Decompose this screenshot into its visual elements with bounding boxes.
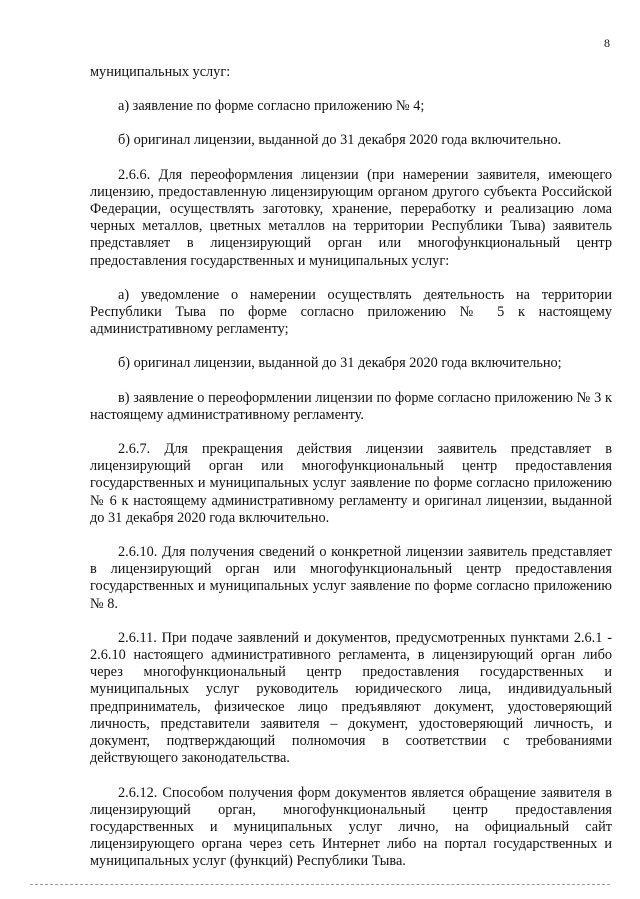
- page-bottom-divider: [30, 884, 610, 885]
- page-number: 8: [604, 36, 610, 50]
- paragraph-2-6-12: 2.6.12. Способом получения форм документов является обращение заявителя в лицензирующий орган, многофункциональный центр предоставления государственных и муниципальных услуг лично, на официальный сайт лицензирующего органа через сеть Интернет либо на портал государственных и муниципальных услуг (функций) Республики Тыва.: [90, 784, 612, 870]
- paragraph-item-a-notification: а) уведомление о намерении осуществлять деятельность на территории Республики Тыва по форме согласно приложению № 5 к настоящему административному регламенту;: [90, 286, 612, 338]
- paragraph-2-6-10: 2.6.10. Для получения сведений о конкретной лицензии заявитель представляет в лицензирующий орган или многофункциональный центр предоставления государственных и муниципальных услуг заявление по форме согласно приложению № 8.: [90, 544, 612, 612]
- paragraph-item-b-license-original-2: б) оригинал лицензии, выданной до 31 декабря 2020 года включительно;: [118, 355, 562, 372]
- paragraph-2-6-11: 2.6.11. При подаче заявлений и документов, предусмотренных пунктами 2.6.1 - 2.6.10 настоящего административного регламента, в лицензирующий орган либо через многофункциональный центр предоставления государственных и муниципальных услуг руководитель юридического лица, индивидуальный предприниматель, физическое лицо предъявляют документ, удостоверяющий личность, представители заявителя – документ, удостоверяющий личность, и документ, подтверждающий полномочия в соответствии с требованиями действующего законодательства.: [90, 629, 612, 767]
- paragraph-2-6-7: 2.6.7. Для прекращения действия лицензии заявитель представляет в лицензирующий орган или многофункциональный центр предоставления государственных и муниципальных услуг заявление по форме согласно приложению № 6 к настоящему административному регламенту и оригинал лицензии, выданной до 31 декабря 2020 года включительно.: [90, 441, 612, 526]
- paragraph-continuation: муниципальных услуг:: [90, 64, 231, 80]
- paragraph-item-c-reissue-application: в) заявление о переоформлении лицензии по форме согласно приложению № 3 к настоящему административному регламенту.: [90, 389, 612, 423]
- paragraph-item-b-license-original: б) оригинал лицензии, выданной до 31 декабря 2020 года включительно.: [118, 132, 562, 149]
- paragraph-2-6-6: 2.6.6. Для переоформления лицензии (при намерении заявителя, имеющего лицензию, предоставленную лицензирующим органом другого субъекта Российской Федерации, осуществлять заготовку, хранение, переработку и реализацию лома черных металлов, цветных металлов на территории Республики Тыва) заявитель представляет в лицензирующий орган или многофункциональный центр предоставления государственных и муниципальных услуг:: [90, 166, 612, 269]
- document-body: [90, 64, 612, 888]
- paragraph-item-a-application: а) заявление по форме согласно приложению № 4;: [118, 98, 425, 115]
